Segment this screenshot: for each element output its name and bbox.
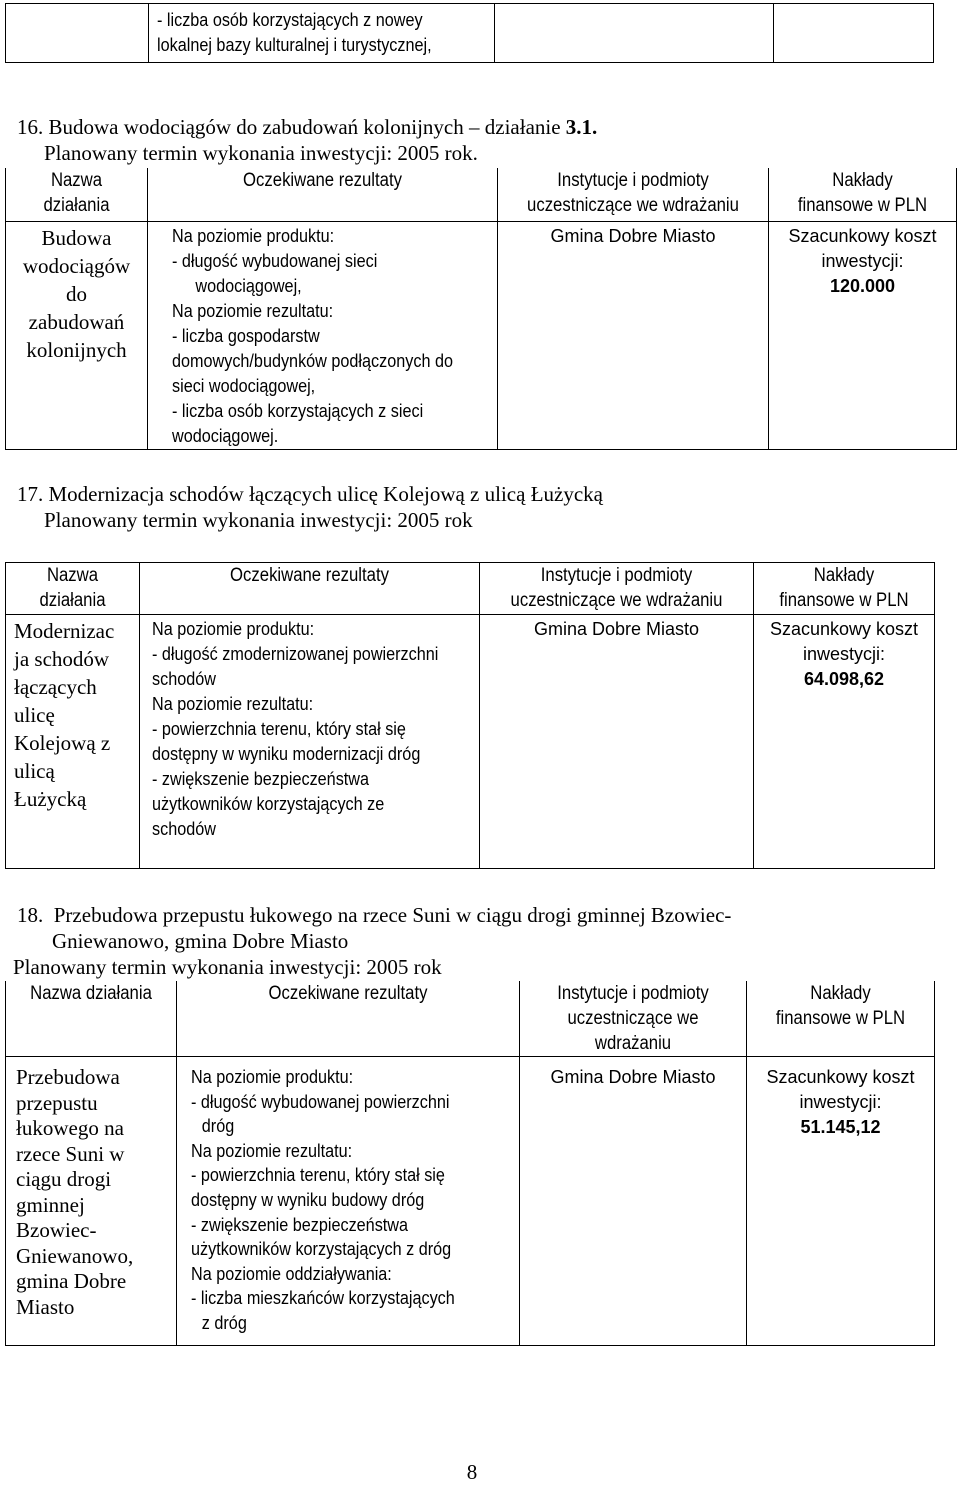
- page-number: 8: [466, 1460, 478, 1484]
- section16-title: Budowa wodociągów do zabudowań kolonijnych – działanie: [48, 115, 561, 139]
- top-line-2: lokalnej bazy kulturalnej i turystycznej,: [157, 35, 432, 55]
- section18-heading: [13, 902, 947, 980]
- s16-name-cell: Budowa wodociągów do zabudowań kolonijnych: [6, 221, 148, 449]
- section16-table: [5, 168, 957, 450]
- section18-title-line1: Przebudowa przepustu łukowego na rzece Suni w ciągu drogi gminnej Bzowiec-: [53, 903, 732, 927]
- s17-header-institutions: Instytucje i podmioty uczestniczące we wdrażaniu: [480, 563, 754, 615]
- s17-header-results: Oczekiwane rezultaty: [140, 563, 480, 615]
- s17-header-costs: Nakłady finansowe w PLN: [754, 563, 935, 615]
- s16-header-costs: Nakłady finansowe w PLN: [769, 168, 957, 221]
- section17-number: 17.: [17, 482, 44, 506]
- top-results-cell: [149, 4, 495, 63]
- section18-table: [5, 981, 935, 1346]
- s16-cost-value: 120.000: [829, 275, 896, 296]
- s16-cost-cell: Szacunkowy koszt inwestycji: 120.000: [769, 221, 957, 449]
- section17-table: [5, 562, 935, 869]
- section17-title: Modernizacja schodów łączących ulicę Kolejową z ulicą Łużycką: [48, 482, 603, 506]
- section18-title-line2: Gniewanowo, gmina Dobre Miasto: [52, 929, 349, 953]
- s16-institution-cell: Gmina Dobre Miasto: [498, 221, 769, 449]
- section18-number: 18.: [17, 903, 44, 927]
- s18-header-costs: Nakłady finansowe w PLN: [747, 981, 935, 1057]
- section17-heading: [17, 481, 937, 533]
- s17-institution-cell: Gmina Dobre Miasto: [480, 615, 754, 869]
- s18-results-cell: Na poziomie produktu: - długość wybudowanej powierzchni dróg Na poziomie rezultatu: - powierzchnia terenu, który stał się dostępny w wyniku budowy dróg - zwiększenie bezpieczeństwa użytkowników korzystających z dróg Na poziomie oddziaływania: - liczba mieszkańców korzystających z dróg: [177, 1057, 520, 1346]
- s16-header-name: Nazwa działania: [6, 168, 148, 221]
- section18-term: Planowany termin wykonania inwestycji: 2005 rok: [13, 955, 442, 979]
- s17-name-cell: Modernizac ja schodów łączących ulicę Kolejową z ulicą Łużycką: [6, 615, 140, 869]
- s16-header-results: Oczekiwane rezultaty: [148, 168, 498, 221]
- section16-action-ref: 3.1.: [565, 115, 598, 139]
- s17-results-cell: Na poziomie produktu: - długość zmodernizowanej powierzchni schodów Na poziomie rezultatu: - powierzchnia terenu, który stał się dostępny w wyniku modernizacji dróg - zwiększenie bezpieczeństwa użytkowników korzystających ze schodów: [140, 615, 480, 869]
- s16-results-cell: Na poziomie produktu: - długość wybudowanej sieci wodociągowej, Na poziomie rezultatu: - liczba gospodarstw domowych/budynków podłączonych do sieci wodociągowej, - liczba osób korzystających z sieci wodociągowej.: [148, 221, 498, 449]
- s18-header-results: Oczekiwane rezultaty: [177, 981, 520, 1057]
- s18-name-cell: Przebudowa przepustu łukowego na rzece Suni w ciągu drogi gminnej Bzowiec- Gniewanowo, gmina Dobre Miasto: [6, 1057, 177, 1346]
- s18-cost-value: 51.145,12: [800, 1117, 881, 1137]
- section16-heading: [17, 114, 937, 166]
- s17-cost-value: 64.098,62: [803, 669, 885, 689]
- top-empty-cell-3: [774, 4, 934, 63]
- top-table: [5, 3, 934, 63]
- s18-header-institutions: Instytucje i podmioty uczestniczące we wdrażaniu: [520, 981, 747, 1057]
- section17-term: Planowany termin wykonania inwestycji: 2005 rok: [44, 508, 473, 532]
- s16-header-institutions: Instytucje i podmioty uczestniczące we wdrażaniu: [498, 168, 769, 221]
- top-empty-cell-1: [6, 4, 149, 63]
- s18-institution-cell: Gmina Dobre Miasto: [520, 1057, 747, 1346]
- s18-cost-cell: Szacunkowy koszt inwestycji: 51.145,12: [747, 1057, 935, 1346]
- s17-header-name: Nazwa działania: [6, 563, 140, 615]
- s18-header-name: Nazwa działania: [6, 981, 177, 1057]
- section16-term: Planowany termin wykonania inwestycji: 2005 rok.: [44, 141, 478, 165]
- top-empty-cell-2: [495, 4, 774, 63]
- s17-cost-cell: Szacunkowy koszt inwestycji: 64.098,62: [754, 615, 935, 869]
- top-line-1: - liczba osób korzystających z nowey: [157, 10, 423, 30]
- section16-number: 16.: [17, 115, 44, 139]
